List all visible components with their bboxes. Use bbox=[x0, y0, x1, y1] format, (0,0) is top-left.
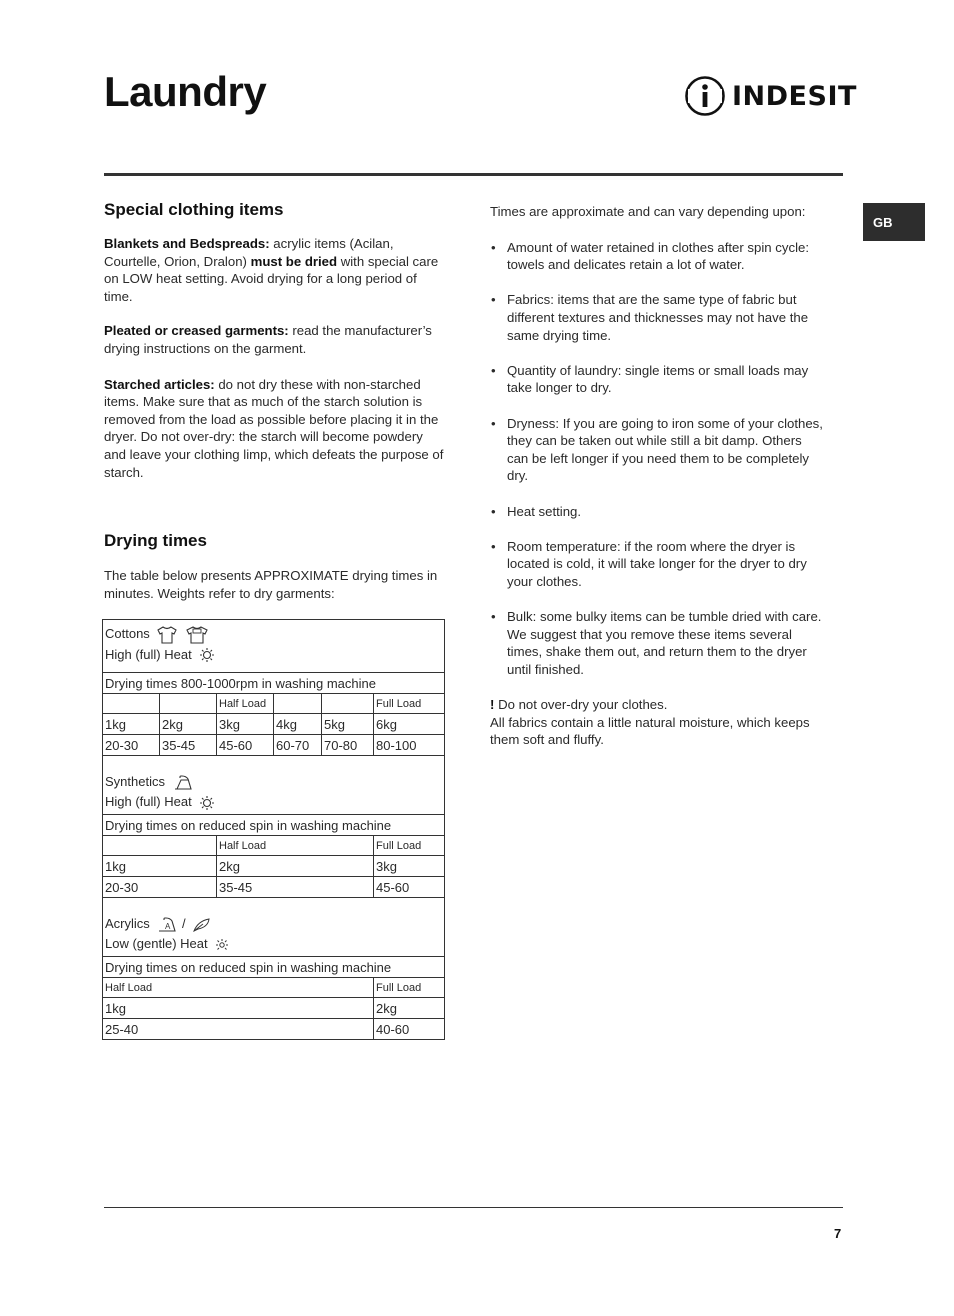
acrylics-label: Acrylics bbox=[105, 916, 150, 931]
pleated-lead: Pleated or creased garments: bbox=[104, 323, 289, 339]
cottons-time-row bbox=[103, 735, 445, 756]
list-item: • Bulk: some bulky items can be tumble dried with care. We suggest that you remove these items several times, shake them out, and return them to the dryer until finished. bbox=[490, 608, 826, 678]
time-cell: 35-45 bbox=[217, 877, 374, 898]
weight-cell: 2kg bbox=[160, 714, 217, 735]
special-heading: Special clothing items bbox=[104, 200, 284, 219]
synthetics-time-row bbox=[103, 877, 445, 898]
iron-icon bbox=[172, 774, 194, 792]
starched-paragraph bbox=[104, 376, 446, 482]
list-item: • Amount of water retained in clothes after spin cycle: towels and delicates retain a lot of water. bbox=[490, 239, 826, 274]
time-cell: 40-60 bbox=[374, 1019, 445, 1040]
weight-cell: 3kg bbox=[374, 856, 445, 877]
synthetics-half-load: Half Load bbox=[217, 836, 374, 856]
acrylics-full-load: Full Load bbox=[374, 978, 445, 998]
sun-low-heat-icon bbox=[214, 937, 230, 953]
synthetics-weight-row bbox=[103, 856, 445, 877]
page-title: Laundry bbox=[104, 68, 267, 115]
right-column bbox=[490, 203, 826, 749]
times-intro: Times are approximate and can vary depending upon: bbox=[490, 204, 806, 219]
pleated-text: read the manufacturer’s drying instructions on the garment. bbox=[104, 323, 432, 356]
list-item: • Quantity of laundry: single items or small loads may take longer to dry. bbox=[490, 362, 826, 397]
time-cell: 25-40 bbox=[103, 1019, 374, 1040]
empty-cell bbox=[274, 694, 322, 714]
footer-rule bbox=[104, 1207, 843, 1208]
weight-cell: 2kg bbox=[217, 856, 374, 877]
weight-cell: 6kg bbox=[374, 714, 445, 735]
cottons-header-row bbox=[103, 620, 445, 673]
time-cell: 60-70 bbox=[274, 735, 322, 756]
synthetics-label: Synthetics bbox=[105, 774, 165, 789]
warning-note bbox=[490, 696, 826, 749]
weight-cell: 3kg bbox=[217, 714, 274, 735]
brand-logo bbox=[684, 74, 857, 118]
feather-icon bbox=[192, 917, 212, 933]
acrylics-spin: Drying times on reduced spin in washing machine bbox=[103, 957, 445, 978]
warning-mark: ! bbox=[490, 697, 495, 713]
weight-cell: 1kg bbox=[103, 998, 374, 1019]
empty-cell bbox=[322, 694, 374, 714]
time-cell: 45-60 bbox=[217, 735, 274, 756]
cottons-label: Cottons bbox=[105, 626, 150, 641]
acrylics-header-row bbox=[103, 898, 445, 957]
header-rule bbox=[104, 173, 843, 176]
warning-extra: All fabrics contain a little natural moisture, which keeps them soft and fluffy. bbox=[490, 714, 810, 748]
factors-list bbox=[490, 239, 826, 679]
weight-cell: 2kg bbox=[374, 998, 445, 1019]
cottons-header bbox=[103, 620, 445, 673]
brand-name: INDESIT bbox=[732, 80, 857, 112]
indesit-logo-icon bbox=[684, 75, 726, 117]
time-cell: 35-45 bbox=[160, 735, 217, 756]
synthetics-header-row bbox=[103, 756, 445, 815]
acrylics-heat: Low (gentle) Heat bbox=[105, 936, 208, 951]
cottons-half-load: Half Load bbox=[217, 694, 274, 714]
tshirt-label-icon bbox=[185, 625, 209, 645]
tshirt-icon bbox=[156, 625, 178, 645]
cottons-load-row bbox=[103, 694, 445, 714]
acrylics-slash: / bbox=[182, 916, 186, 931]
drying-intro: The table below presents APPROXIMATE drying times in minutes. Weights refer to dry garments: bbox=[104, 568, 438, 601]
empty-cell bbox=[103, 836, 217, 856]
blankets-paragraph bbox=[104, 235, 446, 305]
synthetics-spin: Drying times on reduced spin in washing machine bbox=[103, 815, 445, 836]
starched-lead: Starched articles: bbox=[104, 376, 215, 392]
weight-cell: 1kg bbox=[103, 714, 160, 735]
language-tab: GB bbox=[863, 203, 925, 241]
svg-text:A: A bbox=[165, 921, 171, 931]
left-column bbox=[104, 198, 446, 602]
list-item: • Dryness: If you are going to iron some of your clothes, they can be taken out while still a bit damp. Others can be left longer if you need them to be completely dry. bbox=[490, 415, 826, 485]
acrylics-time-row bbox=[103, 1019, 445, 1040]
cottons-heat: High (full) Heat bbox=[105, 646, 192, 662]
acrylics-load-row bbox=[103, 978, 445, 998]
time-cell: 80-100 bbox=[374, 735, 445, 756]
synthetics-header bbox=[103, 756, 445, 815]
empty-cell bbox=[103, 694, 160, 714]
weight-cell: 1kg bbox=[103, 856, 217, 877]
synthetics-full-load: Full Load bbox=[374, 836, 445, 856]
weight-cell: 5kg bbox=[322, 714, 374, 735]
blankets-bold: must be dried bbox=[250, 253, 338, 269]
cottons-full-load: Full Load bbox=[374, 694, 445, 714]
synthetics-load-row bbox=[103, 836, 445, 856]
sun-high-heat-icon bbox=[198, 795, 216, 811]
acrylics-weight-row bbox=[103, 998, 445, 1019]
time-cell: 20-30 bbox=[103, 877, 217, 898]
synthetics-heat: High (full) Heat bbox=[105, 794, 192, 809]
acrylics-half-load: Half Load bbox=[103, 978, 374, 998]
blankets-text: acrylic items (Acilan, Courtelle, Orion, Dralon) bbox=[104, 236, 394, 269]
blankets-lead: Blankets and Bedspreads: bbox=[104, 236, 270, 251]
drying-heading: Drying times bbox=[104, 531, 207, 551]
empty-cell bbox=[160, 694, 217, 714]
pleated-paragraph bbox=[104, 322, 446, 357]
list-item: • Room temperature: if the room where the dryer is located is cold, it will take longer for the dryer to dry your clothes. bbox=[490, 538, 826, 591]
starched-text: do not dry these with non-starched items. Make sure that as much of the starch solution is removed from the load as possible before placing it in the dryer. Do not over-dry: the starch will become powdery and leave your clothing limp, which defeats the purpose of starch. bbox=[104, 376, 444, 480]
weight-cell: 4kg bbox=[274, 714, 322, 735]
sun-high-heat-icon bbox=[198, 647, 216, 663]
iron-a-icon bbox=[156, 916, 178, 934]
blankets-text-2: with special care on LOW heat setting. Avoid drying for a long period of time. bbox=[104, 253, 439, 304]
drying-times-table bbox=[102, 619, 445, 1040]
page-number: 7 bbox=[834, 1226, 842, 1241]
list-item: • Fabrics: items that are the same type of fabric but different textures and thicknesses may not have the same drying time. bbox=[490, 291, 826, 344]
warning-text: Do not over-dry your clothes. bbox=[494, 697, 668, 713]
list-item: • Heat setting. bbox=[490, 503, 826, 521]
time-cell: 20-30 bbox=[103, 735, 160, 756]
time-cell: 70-80 bbox=[322, 735, 374, 756]
time-cell: 45-60 bbox=[374, 877, 445, 898]
cottons-spin: Drying times 800-1000rpm in washing machine bbox=[103, 673, 445, 694]
acrylics-header bbox=[103, 898, 445, 957]
cottons-weight-row bbox=[103, 714, 445, 735]
